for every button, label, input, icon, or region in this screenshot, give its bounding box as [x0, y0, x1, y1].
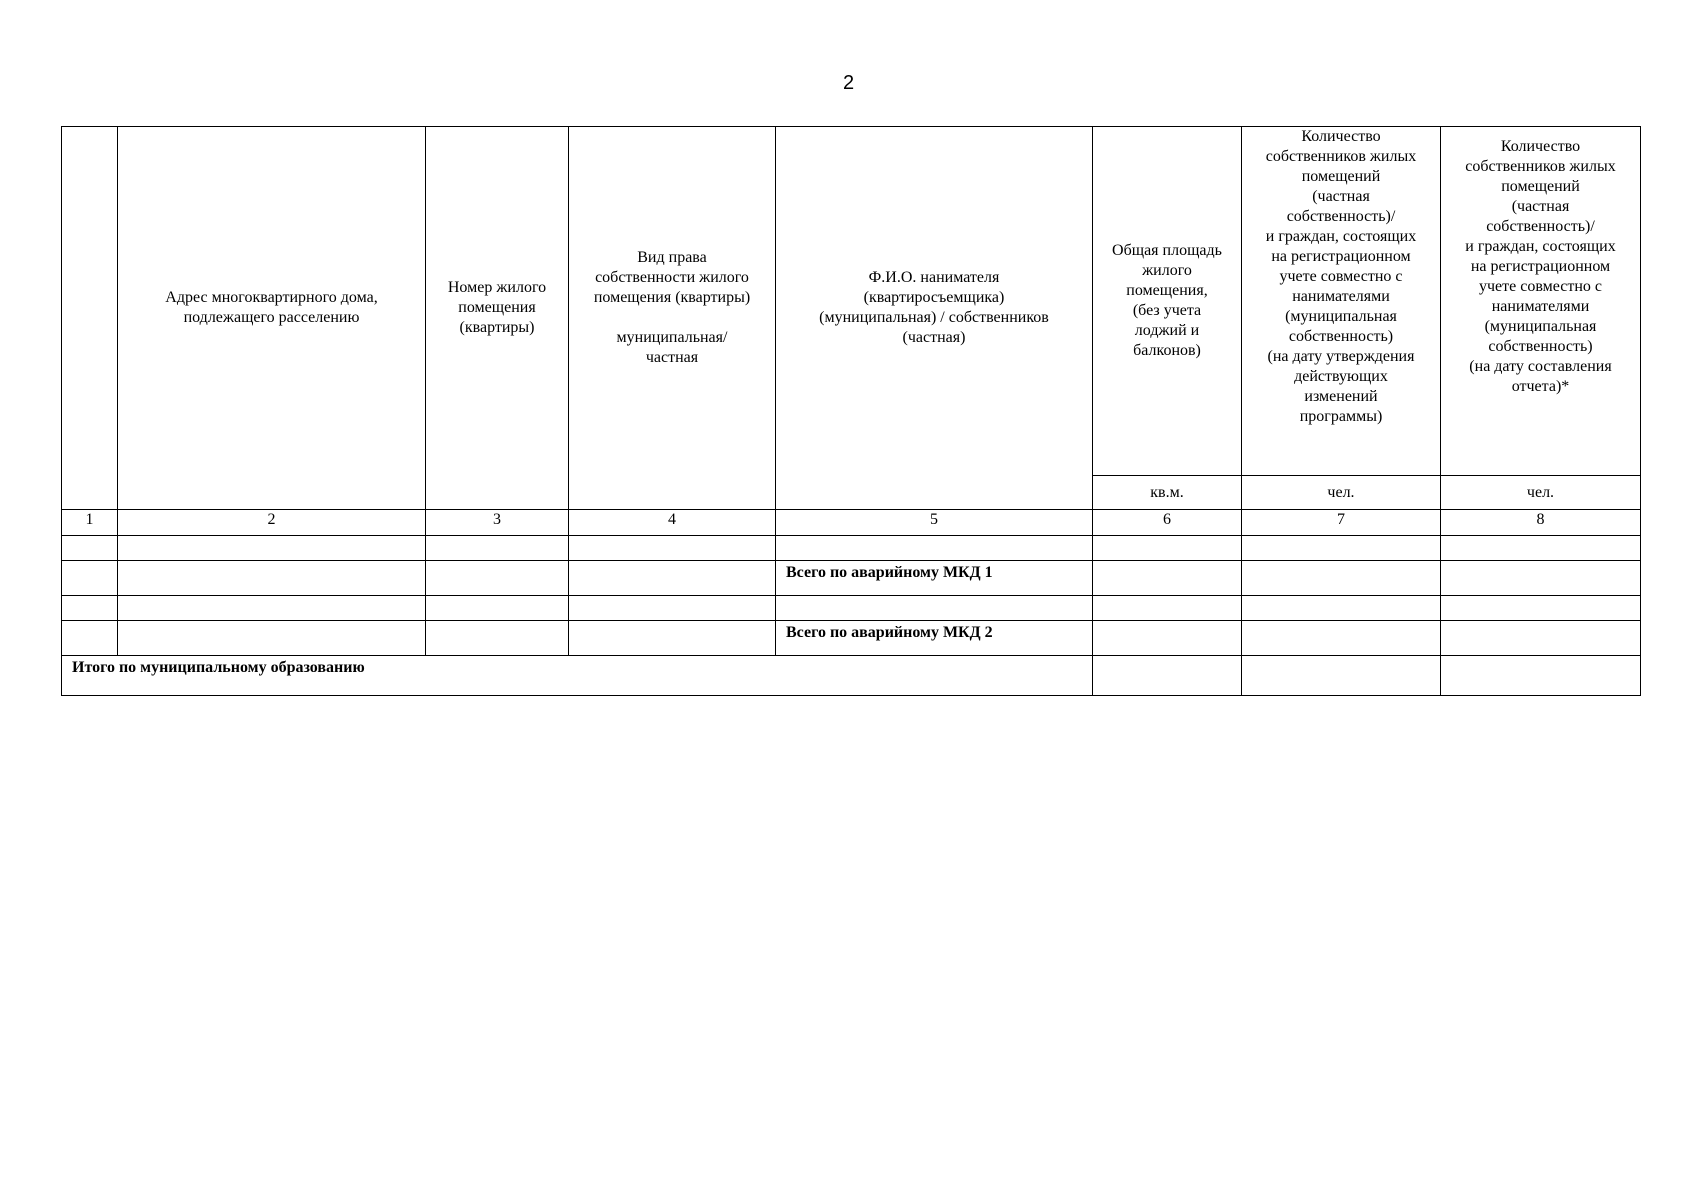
table-cell	[118, 596, 426, 621]
table-cell	[1242, 656, 1441, 696]
table-cell	[62, 561, 118, 596]
table-cell	[426, 621, 569, 656]
table-row-mkd2-entry	[62, 596, 1641, 621]
header-owners-count-report: Количество собственников жилых помещений (частная собственность)/ и граждан, состоящих на регистрационном учете совместно с нанимателями (муниципальная собственность) (на дату составления отчета)*	[1441, 127, 1641, 476]
table-cell	[776, 536, 1093, 561]
table-cell	[118, 561, 426, 596]
table-cell	[1093, 656, 1242, 696]
table-cell	[118, 621, 426, 656]
table-cell	[62, 596, 118, 621]
table-cell	[569, 621, 776, 656]
table-cell	[62, 536, 118, 561]
table-cell	[1242, 596, 1441, 621]
column-number: 3	[426, 510, 569, 536]
table-cell	[1093, 536, 1242, 561]
column-number: 6	[1093, 510, 1242, 536]
header-total-area: Общая площадь жилого помещения, (без учета лоджий и балконов)	[1093, 127, 1242, 476]
table-cell	[569, 561, 776, 596]
column-number-row	[62, 510, 1641, 536]
resettlement-table	[61, 126, 1641, 696]
header-tenant-name: Ф.И.О. нанимателя (квартиросъемщика) (муниципальная) / собственников (частная)	[776, 127, 1093, 510]
table-cell	[1242, 536, 1441, 561]
table-cell	[1242, 621, 1441, 656]
table-cell	[1441, 656, 1641, 696]
unit-people-report: чел.	[1441, 476, 1641, 510]
table-cell	[1093, 596, 1242, 621]
table-cell	[569, 596, 776, 621]
column-number: 7	[1242, 510, 1441, 536]
grand-total-label: Итого по муниципальному образованию	[62, 656, 1093, 696]
table-cell	[569, 536, 776, 561]
table-cell	[426, 596, 569, 621]
unit-people-approval: чел.	[1242, 476, 1441, 510]
header-row	[62, 127, 1641, 476]
column-number: 4	[569, 510, 776, 536]
column-number: 1	[62, 510, 118, 536]
column-number: 5	[776, 510, 1093, 536]
table-cell	[1441, 561, 1641, 596]
table-cell	[1093, 621, 1242, 656]
table-cell	[426, 561, 569, 596]
table-cell	[426, 536, 569, 561]
header-apartment-number: Номер жилого помещения (квартиры)	[426, 127, 569, 510]
header-ownership-type: Вид права собственности жилого помещения (квартиры) муниципальная/ частная	[569, 127, 776, 510]
total-mkd1-label: Всего по аварийному МКД 1	[776, 561, 1093, 596]
table-cell	[1093, 561, 1242, 596]
table-cell	[118, 536, 426, 561]
header-address: Адрес многоквартирного дома, подлежащего расселению	[118, 127, 426, 510]
unit-area: кв.м.	[1093, 476, 1242, 510]
column-number: 2	[118, 510, 426, 536]
header-col1	[62, 127, 118, 510]
table-cell	[776, 596, 1093, 621]
total-mkd2-label: Всего по аварийному МКД 2	[776, 621, 1093, 656]
column-number: 8	[1441, 510, 1641, 536]
table-row-mkd1-total	[62, 561, 1641, 596]
header-owners-count-approval: Количество собственников жилых помещений (частная собственность)/ и граждан, состоящих на регистрационном учете совместно с нанимателями (муниципальная собственность) (на дату утверждения действующих изменений программы)	[1242, 127, 1441, 476]
table-cell	[1441, 596, 1641, 621]
table-row-mkd1-entry	[62, 536, 1641, 561]
table-row-grand-total	[62, 656, 1641, 696]
table-cell	[62, 621, 118, 656]
table-cell	[1441, 621, 1641, 656]
table-cell	[1441, 536, 1641, 561]
page-number: 2	[842, 72, 855, 94]
table-cell	[1242, 561, 1441, 596]
table-row-mkd2-total	[62, 621, 1641, 656]
